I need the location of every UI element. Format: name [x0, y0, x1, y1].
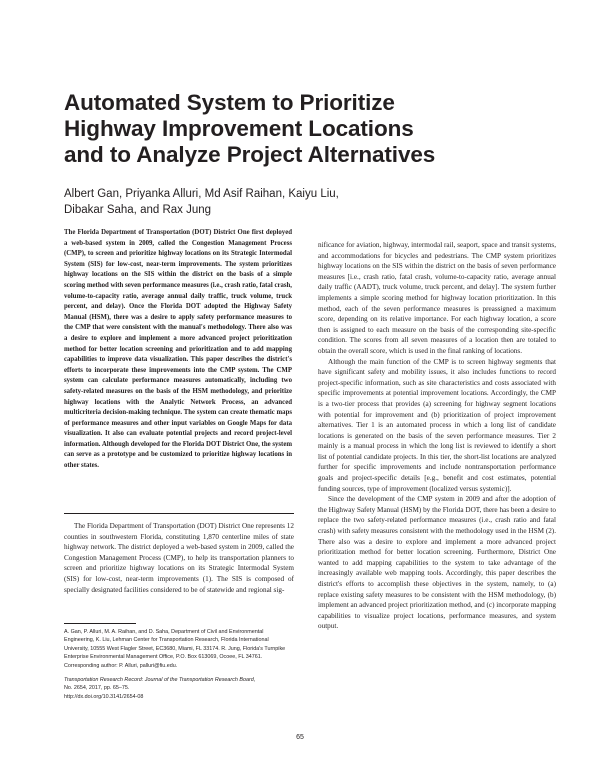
right-column	[318, 240, 556, 632]
authors-line-1: Albert Gan, Priyanka Alluri, Md Asif Raihan, Kaiyu Liu,	[64, 188, 339, 200]
author-affiliations: A. Gan, P. Alluri, M. A. Raihan, and D. Saha, Department of Civil and Environmental Engineering, K. Liu, Lehman Center for Transportation Research, Florida International University, 10555 West Flagler Street, EC3680, Miami, FL 33174. R. Jung, Florida's Turnpike Enterprise Environmental Management Office, P.O. Box 613069, Ocoee, FL 34761. Corresponding author: P. Alluri, palluri@fiu.edu.	[64, 629, 286, 669]
abstract: The Florida Department of Transportation (DOT) District One first deployed a web-based system in 2009, called the Congestion Management Process (CMP), to screen and prioritize highway locations on its Strategic Intermodal System (SIS) for low-cost, near-term improvements. The system prioritizes highway locations on the SIS within the district on the basis of a simple scoring method with seven performance measures (i.e., crash ratio, fatal crash, volume-to-capacity ratio, average annual daily traffic, truck volume, truck percent, and delay). Once the Florida DOT adopted the Highway Safety Manual (HSM), there was a desire to apply safety performance measures to the CMP that were consistent with the manual's methodology. There also was a desire to explore and implement a more advanced project prioritization method for better location screening and prioritization and to add mapping capabilities to improve data visualization. This paper describes the district's efforts to incorporate these improvements into the CMP system. The CMP system can calculate performance measures automatically, including two safety-related measures on the basis of the HSM methodology, and prioritize highway locations with the Analytic Network Process, an advanced multicriteria decision-making technique. The system can create thematic maps of performance measures and other input variables on Google Maps for data visualization. It also can evaluate potential projects and record project-level information. Although developed for the Florida DOT District One, the system can serve as a prototype and be customized to prioritize highway locations in other states.	[64, 229, 292, 470]
citation-details: No. 2654, 2017, pp. 65–75.	[64, 685, 130, 692]
paper-title	[64, 90, 554, 168]
right-paragraph-3: Since the development of the CMP system in 2009 and after the adoption of the Highway Safety Manual (HSM) by the Florida DOT, there has been a desire to replace the two safety-related performance measures (i.e., crash ratio and fatal crash) with safety measures consistent with the methodology used in the HSM (2). There also was a desire to explore and implement a more advanced project prioritization method for better location screening. Furthermore, District One wanted to add mapping capabilities to the system to take advantage of the increasingly available web mapping tools. Accordingly, this paper describes the district's efforts to accomplish these objectives in the system, namely, to (a) replace existing safety measures to be consistent with the HSM methodology, (b) implement an advanced project prioritization method, and (c) incorporate mapping capabilities to visualize project locations, performance measures, and system output.	[318, 495, 556, 631]
citation-doi[interactable]: http://dx.doi.org/10.3141/2654-08	[64, 693, 144, 700]
title-line-2: Highway Improvement Locations	[64, 116, 414, 141]
title-line-3: and to Analyze Project Alternatives	[64, 142, 436, 167]
title-line-1: Automated System to Prioritize	[64, 90, 395, 115]
authors-line-2: Dibakar Saha, and Rax Jung	[64, 204, 212, 216]
citation-block	[64, 676, 294, 701]
page-number: 65	[296, 734, 304, 741]
abstract-divider	[64, 513, 294, 514]
citation-journal: Transportation Research Record: Journal of the Transportation Research Board,	[64, 677, 256, 683]
right-paragraph-1: nificance for aviation, highway, intermodal rail, seaport, space and transit systems, and accommodations for bicycles and pedestrians. The CMP system prioritizes highway locations on the SIS within the district on the basis of seven performance measures [i.e., crash ratio, fatal crash, volume-to-capacity ratio, average annual daily traffic (AADT), truck volume, truck percent, and delay]. The system further implements a simple scoring method for highway location prioritization. In this method, each of the seven performance measures is preassigned a maximum score, depending on its relative importance. For each highway location, a score then is assigned to each measure on the basis of the corresponding site-specific condition. The scores from all seven measures of a location then are totaled to obtain the overall score, which is used in the final ranking of locations.	[318, 241, 556, 355]
right-paragraph-2: Although the main function of the CMP is to screen highway segments that have significant safety and mobility issues, it also includes functions to record project-specific information, such as site characteristics and costs associated with specific improvements at potential improvement locations. Accordingly, the CMP is a two-tier process that provides (a) screening for highway segment locations with potential for improvement and (b) prioritization of project improvement alternatives. Tier 1 is an automated process in which a long list of candidate locations is generated on the basis of the seven performance measures. Tier 2 mainly is a manual process in which the long list is reviewed to identify a short list of potential candidate projects. In this tier, the short-list locations are analyzed further for specific improvements and include nontransportation performance goals and project-specific details [e.g., benefit and cost estimates, potential funding sources, type of improvement (localized versus systemic)].	[318, 357, 556, 493]
author-list	[64, 186, 524, 218]
introduction-paragraph: The Florida Department of Transportation (DOT) District One represents 12 counties in southwestern Florida, constituting 1,870 centerline miles of state highway network. The district deployed a web-based system in 2009, called the Congestion Management Process (CMP), to help its transportation planners to screen and prioritize highway locations on its Strategic Intermodal System (SIS) for low-cost, near-term improvements (1). The SIS is composed of specially designated facilities considered to be of statewide and regional sig-	[64, 522, 294, 594]
footnote-divider	[64, 623, 136, 624]
